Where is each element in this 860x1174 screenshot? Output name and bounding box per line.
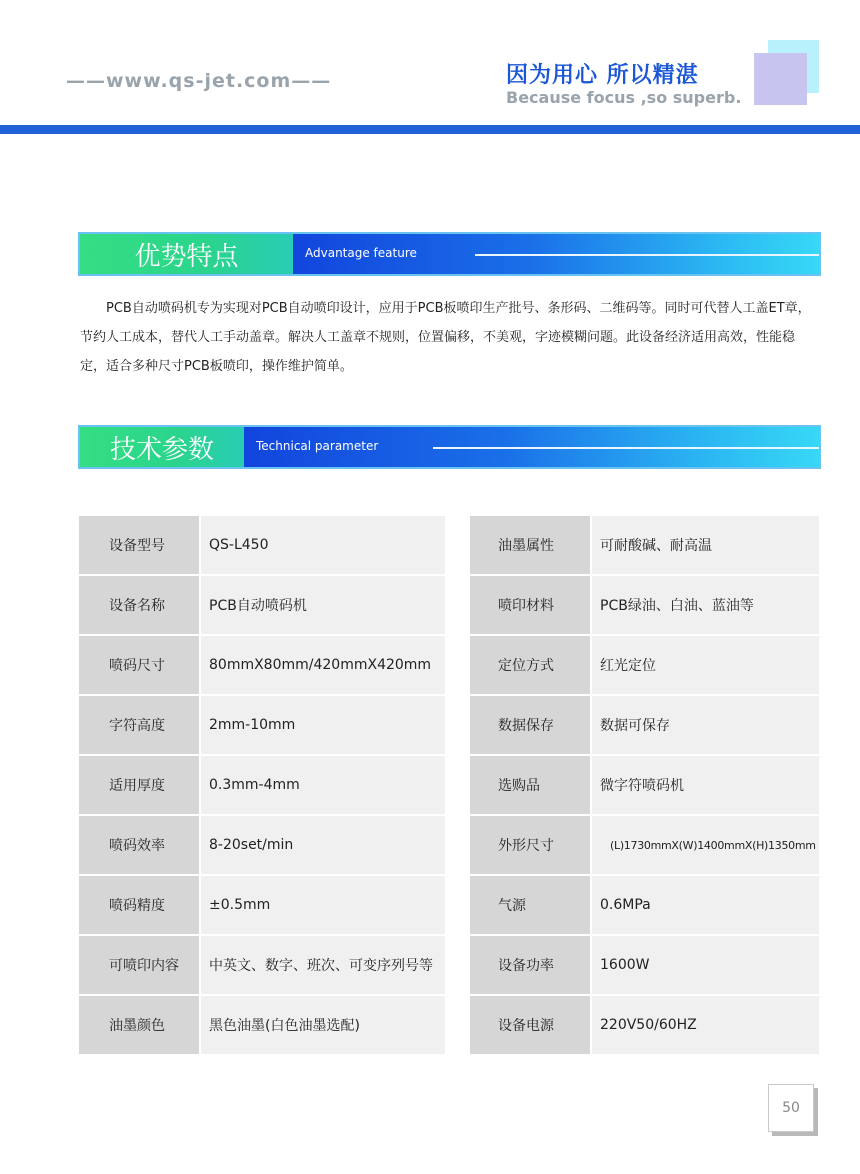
table-row bbox=[470, 516, 819, 576]
table-row bbox=[470, 816, 819, 876]
table-row bbox=[470, 996, 819, 1056]
table-row bbox=[79, 816, 445, 876]
spec-value: 红光定位 bbox=[592, 636, 819, 696]
spec-label: 设备功率 bbox=[470, 936, 592, 996]
technical-title-banner bbox=[244, 427, 819, 467]
site-url: ——www.qs-jet.com—— bbox=[66, 70, 332, 92]
table-row bbox=[470, 756, 819, 816]
spec-label: 外形尺寸 bbox=[470, 816, 592, 876]
technical-section-header bbox=[78, 425, 821, 469]
advantage-section-header bbox=[78, 232, 821, 276]
spec-value: ±0.5mm bbox=[201, 876, 445, 936]
table-row bbox=[470, 576, 819, 636]
table-row bbox=[470, 636, 819, 696]
spec-value: PCB绿油、白油、蓝油等 bbox=[592, 576, 819, 636]
table-row bbox=[79, 876, 445, 936]
spec-value: 数据可保存 bbox=[592, 696, 819, 756]
spec-value: 80mmX80mm/420mmX420mm bbox=[201, 636, 445, 696]
decorative-square-lavender bbox=[754, 53, 807, 105]
slogan-english: Because focus ,so superb. bbox=[506, 88, 742, 107]
advantage-title-cn: 优势特点 bbox=[80, 234, 293, 274]
spec-value: QS-L450 bbox=[201, 516, 445, 576]
banner-line bbox=[433, 447, 819, 449]
spec-label: 气源 bbox=[470, 876, 592, 936]
technical-title-cn: 技术参数 bbox=[80, 427, 244, 467]
spec-label: 适用厚度 bbox=[79, 756, 201, 816]
table-row bbox=[79, 636, 445, 696]
table-row bbox=[470, 936, 819, 996]
spec-label: 喷印材料 bbox=[470, 576, 592, 636]
table-row bbox=[79, 756, 445, 816]
spec-label: 设备电源 bbox=[470, 996, 592, 1056]
spec-table-left bbox=[79, 516, 445, 1056]
spec-value: 2mm-10mm bbox=[201, 696, 445, 756]
banner-line bbox=[475, 254, 819, 256]
spec-label: 喷码精度 bbox=[79, 876, 201, 936]
table-row bbox=[79, 576, 445, 636]
slogan-chinese: 因为用心 所以精湛 bbox=[506, 63, 699, 88]
spec-label: 喷码效率 bbox=[79, 816, 201, 876]
spec-label: 油墨颜色 bbox=[79, 996, 201, 1056]
table-row bbox=[470, 876, 819, 936]
spec-label: 字符高度 bbox=[79, 696, 201, 756]
spec-value: 8-20set/min bbox=[201, 816, 445, 876]
table-row bbox=[79, 696, 445, 756]
spec-label: 选购品 bbox=[470, 756, 592, 816]
spec-label: 设备型号 bbox=[79, 516, 201, 576]
spec-value: 0.3mm-4mm bbox=[201, 756, 445, 816]
table-row bbox=[79, 516, 445, 576]
spec-value: (L)1730mmX(W)1400mmX(H)1350mm bbox=[592, 816, 819, 876]
header-divider-bar bbox=[0, 125, 860, 134]
page-number: 50 bbox=[768, 1084, 814, 1132]
spec-value: 1600W bbox=[592, 936, 819, 996]
table-row bbox=[79, 936, 445, 996]
spec-value: 220V50/60HZ bbox=[592, 996, 819, 1056]
table-row bbox=[79, 996, 445, 1056]
spec-label: 可喷印内容 bbox=[79, 936, 201, 996]
spec-value: 中英文、数字、班次、可变序列号等 bbox=[201, 936, 445, 996]
spec-value: 黑色油墨(白色油墨选配) bbox=[201, 996, 445, 1056]
spec-value: PCB自动喷码机 bbox=[201, 576, 445, 636]
spec-label: 数据保存 bbox=[470, 696, 592, 756]
advantage-title-en: Advantage feature bbox=[305, 246, 417, 260]
table-row bbox=[470, 696, 819, 756]
spec-value: 可耐酸碱、耐高温 bbox=[592, 516, 819, 576]
spec-label: 定位方式 bbox=[470, 636, 592, 696]
technical-title-en: Technical parameter bbox=[256, 439, 379, 453]
spec-value: 0.6MPa bbox=[592, 876, 819, 936]
advantage-description: PCB自动喷码机专为实现对PCB自动喷印设计，应用于PCB板喷印生产批号、条形码、二维码等。同时可代替人工盖ET章，节约人工成本，替代人工手动盖章。解决人工盖章不规则，位置偏移，不美观，字迹模糊问题。此设备经济适用高效，性能稳定，适合多种尺寸PCB板喷印，操作维护简单。 bbox=[80, 301, 811, 374]
spec-table-right bbox=[470, 516, 819, 1056]
spec-label: 油墨属性 bbox=[470, 516, 592, 576]
spec-label: 设备名称 bbox=[79, 576, 201, 636]
spec-value: 微字符喷码机 bbox=[592, 756, 819, 816]
advantage-title-banner bbox=[293, 234, 819, 274]
spec-label: 喷码尺寸 bbox=[79, 636, 201, 696]
